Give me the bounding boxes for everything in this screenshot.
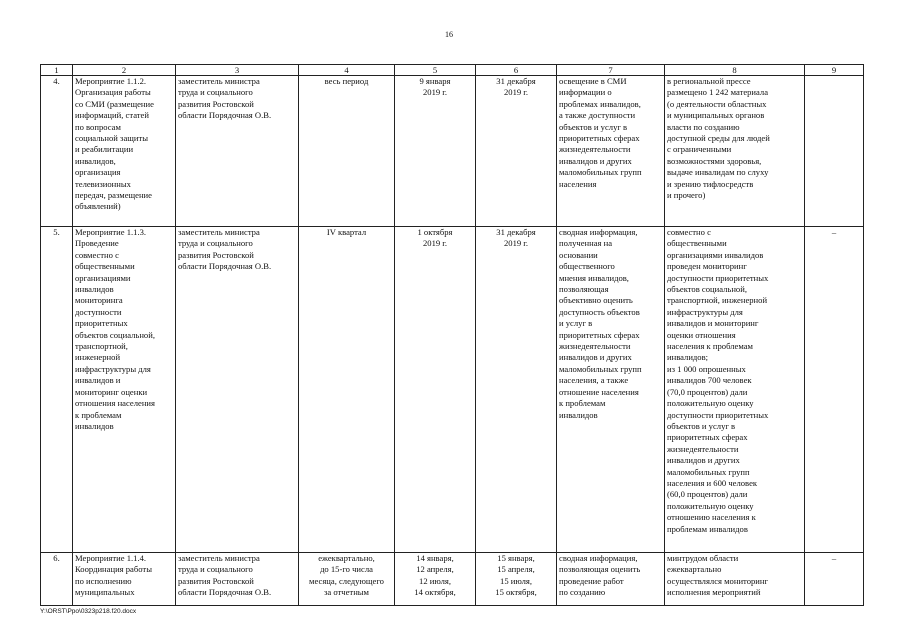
responsible-cell: заместитель министра труда и социального развития Ростовской области Порядочная О.В. (176, 76, 299, 227)
end-date-cell: 31 декабря 2019 г. (476, 76, 557, 227)
note-cell (805, 76, 864, 227)
row-number: 5. (41, 227, 73, 553)
file-path-footer: Y:\ORST\Ppo\0323p218.f20.docx (40, 608, 137, 615)
row-number: 6. (41, 553, 73, 606)
end-date-cell: 15 января, 15 апреля, 15 июля, 15 октября, (476, 553, 557, 606)
actual-result-cell: совместно с общественными организациями инвалидов проведен мониторинг доступности приоритетных объектов социальной, транспортной, инженерной инфраструктуры для инвалидов и мониторинг оценки отношения населения к проблемам инвалидов; из 1 000 опрошенных инвалидов 700 человек (70,0 процентов) дали положительную оценку доступности приоритетных объектов и услуг в приоритетных сферах жизнедеятельности инвалидов и других маломобильных групп населения и 600 человек (60,0 процентов) дали положительную оценку отношению населения к проблемам инвалидов (665, 227, 805, 553)
col-header-3: 3 (176, 65, 299, 76)
start-date-cell: 9 января 2019 г. (395, 76, 476, 227)
note-cell: – (805, 553, 864, 606)
start-date-cell: 1 октября 2019 г. (395, 227, 476, 553)
period-cell: ежеквартально, до 15-го числа месяца, следующего за отчетным (299, 553, 395, 606)
col-header-2: 2 (73, 65, 176, 76)
expected-result-cell: сводная информация, позволяющая оценить проведение работ по созданию (557, 553, 665, 606)
activity-cell: Мероприятие 1.1.2. Организация работы со СМИ (размещение информаций, статей по вопросам социальной защиты и реабилитации инвалидов, организация телевизионных передач, размещение объявлений) (73, 76, 176, 227)
row-number: 4. (41, 76, 73, 227)
page-number: 16 (445, 30, 453, 39)
expected-result-cell: освещение в СМИ информации о проблемах инвалидов, а также доступности объектов и услуг в приоритетных сферах жизнедеятельности инвалидов и других маломобильных групп населения (557, 76, 665, 227)
period-cell: весь период (299, 76, 395, 227)
table-row (41, 76, 864, 227)
header-row (41, 65, 864, 76)
table-row (41, 553, 864, 606)
responsible-cell: заместитель министра труда и социального развития Ростовской области Порядочная О.В. (176, 227, 299, 553)
period-cell: IV квартал (299, 227, 395, 553)
col-header-4: 4 (299, 65, 395, 76)
col-header-7: 7 (557, 65, 665, 76)
activity-cell: Мероприятие 1.1.4. Координация работы по исполнению муниципальных (73, 553, 176, 606)
activity-cell: Мероприятие 1.1.3. Проведение совместно с общественными организациями инвалидов мониторинга доступности приоритетных объектов социальной, транспортной, инженерной инфраструктуры для инвалидов и мониторинг оценки отношения населения к проблемам инвалидов (73, 227, 176, 553)
note-cell: – (805, 227, 864, 553)
responsible-cell: заместитель министра труда и социального развития Ростовской области Порядочная О.В. (176, 553, 299, 606)
col-header-6: 6 (476, 65, 557, 76)
expected-result-cell: сводная информация, полученная на основании общественного мнения инвалидов, позволяющая объективно оценить доступность объектов и услуг в приоритетных сферах жизнедеятельности инвалидов и других маломобильных групп населения, а также отношение населения к проблемам инвалидов (557, 227, 665, 553)
col-header-8: 8 (665, 65, 805, 76)
report-table (40, 64, 864, 606)
actual-result-cell: минтрудом области ежеквартально осуществлялся мониторинг исполнения мероприятий (665, 553, 805, 606)
col-header-5: 5 (395, 65, 476, 76)
col-header-9: 9 (805, 65, 864, 76)
actual-result-cell: в региональной прессе размещено 1 242 материала (о деятельности областных и муниципальных органов власти по созданию доступной среды для людей с ограниченными возможностями здоровья, выдаче инвалидам по слуху и зрению тифлосредств и прочего) (665, 76, 805, 227)
table-row (41, 227, 864, 553)
start-date-cell: 14 января, 12 апреля, 12 июля, 14 октября, (395, 553, 476, 606)
end-date-cell: 31 декабря 2019 г. (476, 227, 557, 553)
col-header-1: 1 (41, 65, 73, 76)
